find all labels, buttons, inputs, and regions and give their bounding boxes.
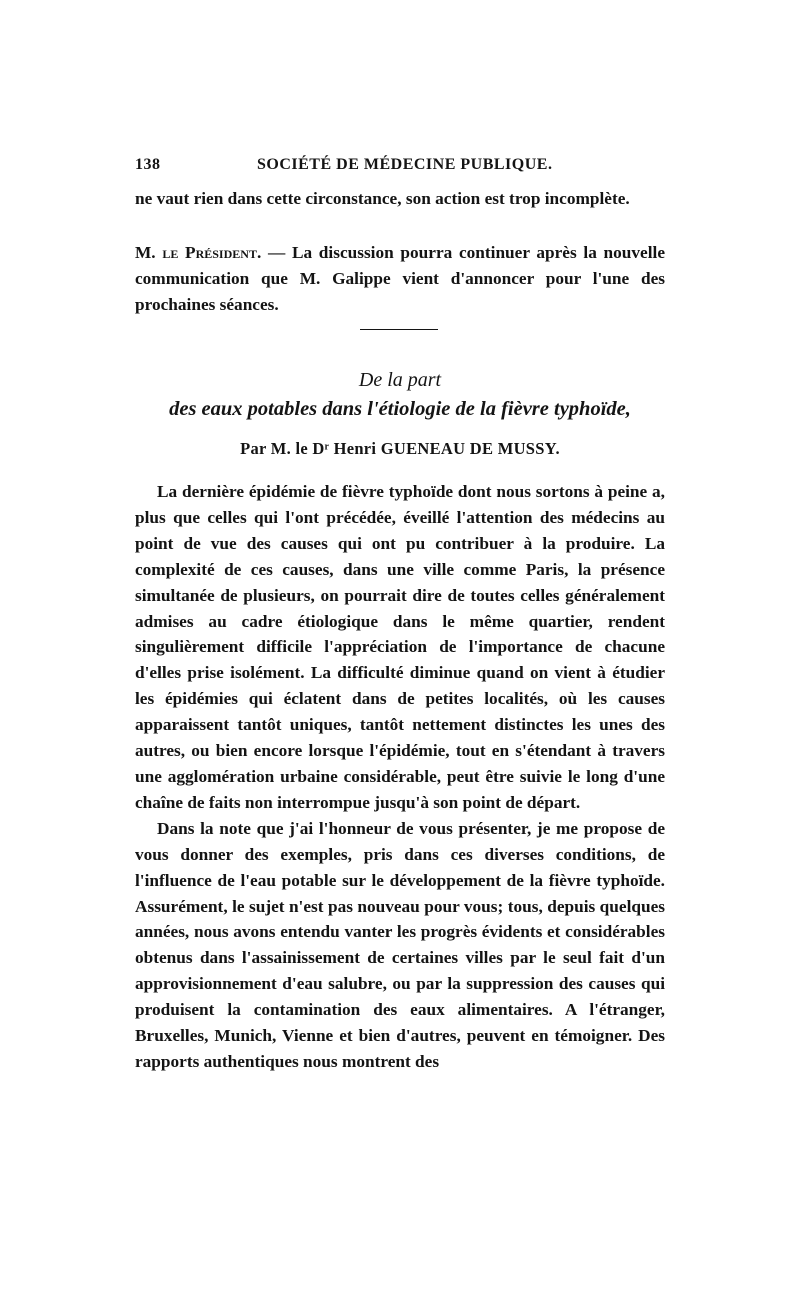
page-number: 138 [135,156,161,173]
continuation-paragraph [135,186,665,212]
speaker-label: M. le Président. [135,243,262,262]
running-header [135,156,665,180]
article-body [135,479,665,1075]
president-remark [135,240,665,317]
continuation-text: ne vaut rien dans cette circonstance, son action est trop incomplète. [135,189,630,208]
president-text: — La discussion pourra continuer après la nouvelle communication que M. Galippe vient d'annoncer pour l'une des prochaines séances. [135,243,665,314]
body-paragraph-1: La dernière épidémie de fièvre typhoïde dont nous sortons à peine a, plus que celles qui l'ont précédée, éveillé l'attention des médecins au point de vue des causes qui ont pu contribuer à la produire. La complexité de ces causes, dans une ville comme Paris, la présence simultanée de plusieurs, on pourrait dire de toutes celles généralement admises au cadre étiologique dans le même quartier, rendent singulièrement difficile l'appréciation de l'importance de chacune d'elles prise isolément. La difficulté diminue quand on vient à étudier les épidémies qui éclatent dans de petites localités, où les causes apparaissent tantôt uniques, tantôt nettement distinctes les unes des autres, ou bien encore lorsque l'épidémie, tout en s'étendant à travers une agglomération urbaine considérable, peut être suivie le long d'une chaîne de faits non interrompue jusqu'à son point de départ. [135,482,665,812]
article-title-line-1: De la part [358,369,442,391]
body-paragraph-2: Dans la note que j'ai l'honneur de vous présenter, je me propose de vous donner des exemples, pris dans ces diverses conditions, de l'influence de l'eau potable sur le développement de la fièvre typhoïde. Assurément, le sujet n'est pas nouveau pour vous; tous, depuis quelques années, nous avons entendu vanter les progrès évidents et considérables obtenus dans l'assainissement de certaines villes par le seul fait d'un approvisionnement d'eau salubre, ou par la suppression des causes qui produisent la contamination des eaux alimentaires. A l'étranger, Bruxelles, Munich, Vienne et bien d'autres, peuvent en témoigner. Des rapports authentiques nous montrent des [135,818,665,1071]
section-divider [360,329,438,330]
article-author: Par M. le Dʳ Henri GUENEAU DE MUSSY. [240,439,560,458]
running-title: SOCIÉTÉ DE MÉDECINE PUBLIQUE. [257,156,553,173]
article-title-line-2: des eaux potables dans l'étiologie de la fièvre typhoïde, [169,398,631,420]
president-paragraph [135,240,665,317]
